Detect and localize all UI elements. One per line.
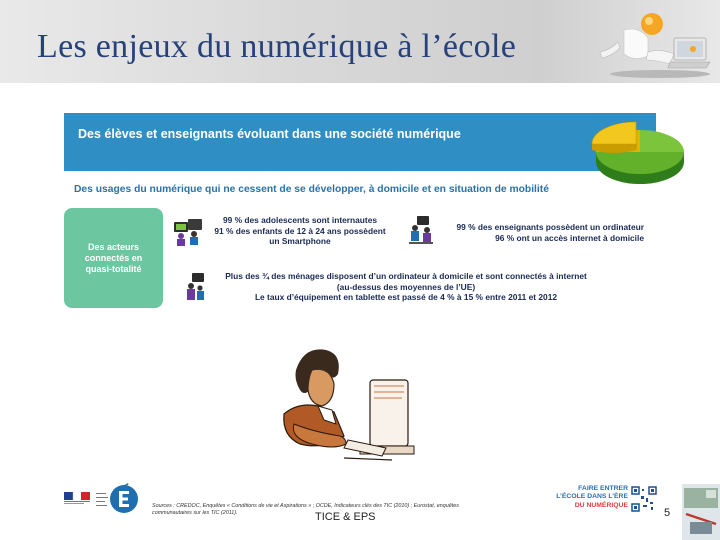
sources-line: Sources : CREDOC, Enquêtes « Conditions de vie et Aspirations » ; OCDE, Indicateurs clés des TIC (2010) ; Eurostat, enquêtes [152,503,459,509]
stat-line: Plus des ¾ des ménages disposent d’un ordinateur à domicile et sont connectés à internet [225,271,587,281]
actors-line: connectés en [84,253,143,263]
faire-entrer-logo [538,485,628,510]
stat-block-2 [438,222,644,243]
stat-line: 96 % ont un accès internet à domicile [495,232,644,243]
stat-line: 99 % des enseignants possèdent un ordinateur [456,222,644,232]
stat-line: 91 % des enfants de 12 à 24 ans possèdent [214,225,386,236]
person-at-laptop-figure-icon [590,8,715,80]
pie-chart-icon [584,104,694,192]
french-flag-logo [64,492,90,504]
stat-line: un Smartphone [269,236,331,246]
education-e-logo [108,481,140,515]
faire-line: DU NUMÉRIQUE [574,501,628,509]
stat-line: (au-dessus des moyennes de l’UE) [336,281,476,292]
slide-thumbnail [682,484,720,540]
actors-box [64,208,163,308]
qr-code-icon [631,486,657,512]
stat-block-3 [218,271,594,303]
actors-line: quasi-totalité [85,264,142,274]
banner [64,113,656,171]
footer-center-text: TICE & EPS [315,511,376,523]
sources-note [152,503,459,517]
faire-line: FAIRE ENTRER [578,485,628,492]
family-group-icon [184,272,208,304]
faire-line: L’ÉCOLE DANS L’ÈRE [556,493,628,501]
banner-title: Des élèves et enseignants évoluant dans une société numérique [78,127,461,141]
slide-header [0,0,720,83]
stat-line: 99 % des adolescents sont internautes [222,215,378,225]
teachers-group-icon [407,214,435,246]
stat-block-1 [200,215,400,247]
slide-title: Les enjeux du numérique à l’école [37,28,517,65]
sources-line: communautaires sur les TIC (2011). [152,510,238,516]
actors-box-text [64,242,163,275]
stat-line: Le taux d’équipement en tablette est passé de 4 % à 15 % entre 2011 et 2012 [254,292,558,302]
man-at-computer-clipart [274,340,418,468]
page-number: 5 [664,507,671,519]
actors-line: Des acteurs [87,242,140,252]
subheading: Des usages du numérique qui ne cessent de se développer, à domicile et en situation de mobilité [74,184,549,195]
